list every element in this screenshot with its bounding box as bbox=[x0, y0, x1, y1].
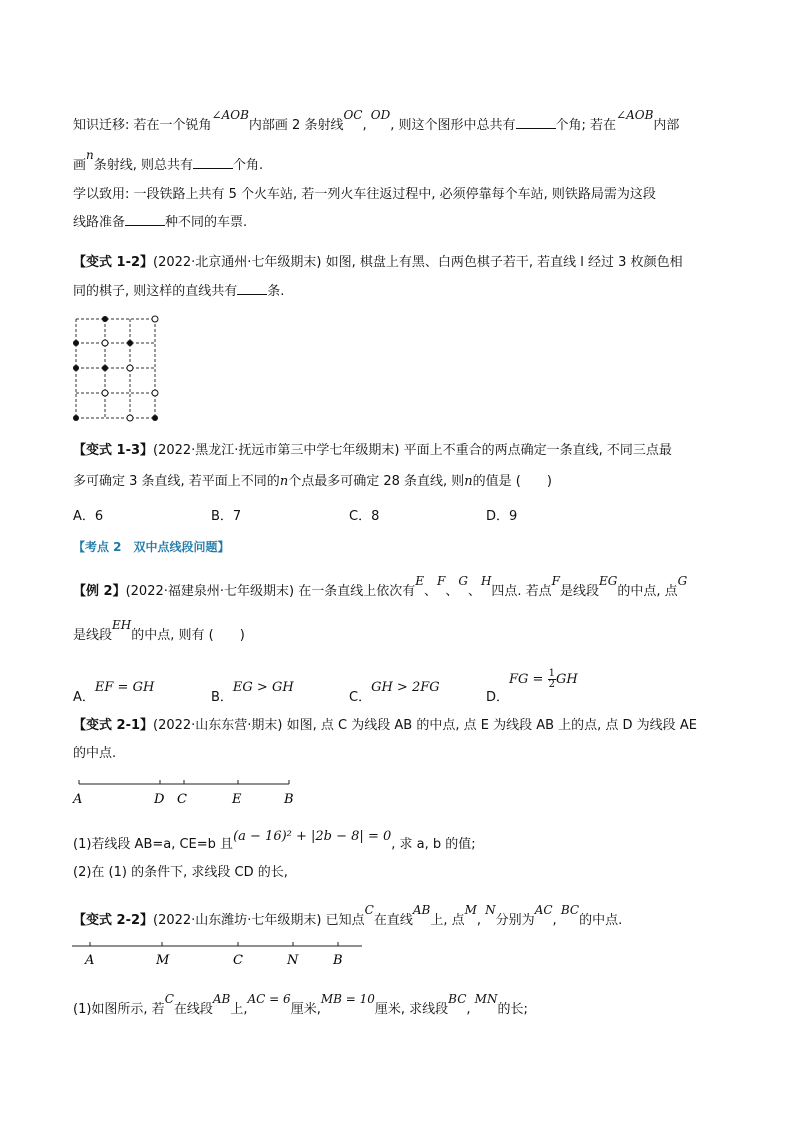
option-label: B． bbox=[211, 690, 233, 705]
point-n: N bbox=[485, 903, 496, 917]
apply-line bbox=[73, 186, 656, 204]
option-b bbox=[211, 505, 241, 524]
variant-1-2-line-2 bbox=[73, 282, 284, 301]
text: 的中点. bbox=[579, 913, 623, 928]
text: 上, 点 bbox=[430, 913, 465, 928]
text: 是线段 bbox=[560, 584, 600, 599]
option-c bbox=[349, 676, 440, 705]
variant-1-3-line-2 bbox=[73, 473, 552, 491]
text: 、 bbox=[423, 584, 437, 599]
segment-ab: AB bbox=[212, 992, 231, 1006]
text: 个点最多可确定 28 条直线, 则 bbox=[288, 474, 465, 489]
text: 的中点. bbox=[73, 746, 117, 761]
text: 个角; 若在 bbox=[555, 118, 617, 133]
knowledge-transfer-line bbox=[73, 108, 680, 135]
text: 的长; bbox=[497, 1002, 528, 1017]
option-d bbox=[486, 668, 578, 705]
label-a: A bbox=[73, 792, 83, 807]
angle-aob: ∠AOB bbox=[616, 108, 654, 122]
text: 的值是 ( ) bbox=[472, 474, 552, 489]
variant-1-2 bbox=[73, 254, 683, 272]
text: 种不同的车票. bbox=[165, 215, 248, 230]
text: 在线段 bbox=[173, 1002, 213, 1017]
point-e: E bbox=[415, 574, 424, 588]
segment-bc: BC bbox=[448, 992, 467, 1006]
example-2-line-2 bbox=[73, 618, 245, 645]
point-f: F bbox=[436, 574, 446, 588]
option-text: A．6 bbox=[73, 509, 104, 524]
point-f: F bbox=[551, 574, 560, 588]
option-math: GH bbox=[555, 672, 578, 687]
text: 内部画 2 条射线 bbox=[248, 118, 344, 133]
variant-2-1-q2 bbox=[73, 864, 288, 882]
text: 条. bbox=[267, 284, 285, 299]
text: 四点. 若点 bbox=[491, 584, 552, 599]
text: , bbox=[362, 118, 367, 133]
answer-blank bbox=[125, 213, 165, 226]
text: (2)在 (1) 的条件下, 求线段 CD 的长, bbox=[73, 865, 288, 880]
point-c: C bbox=[164, 992, 174, 1006]
option-label: A． bbox=[73, 690, 95, 705]
option-a bbox=[73, 505, 103, 524]
text: 学以致用: 一段铁路上共有 5 个火车站, 若一列火车往返过程中, 必须停靠每个车站, 则铁路局需为这段 bbox=[73, 187, 656, 202]
variant-2-1-line-2 bbox=[73, 745, 116, 763]
text: 上, bbox=[230, 1002, 248, 1017]
option-text: B．7 bbox=[211, 509, 242, 524]
text: 、 bbox=[445, 584, 459, 599]
text: 厘米, 求线段 bbox=[374, 1002, 449, 1017]
section-heading bbox=[73, 538, 230, 556]
text: 是线段 bbox=[73, 628, 113, 643]
segment-figure-1 bbox=[68, 776, 308, 810]
point-m: M bbox=[464, 903, 477, 917]
question-tag: 【变式 1-2】 bbox=[73, 255, 154, 270]
text: (2022·黑龙江·抚远市第三中学七年级期末) 平面上不重合的两点确定一条直线, 不同三点最 bbox=[153, 443, 672, 458]
text: (2022·山东东营·期末) 如图, 点 C 为线段 AB 的中点, 点 E 为线段 AB 上的点, 点 D 为线段 AE bbox=[153, 718, 697, 733]
text: 同的棋子, 则这样的直线共有 bbox=[73, 284, 238, 299]
ray-od: OD bbox=[370, 108, 391, 122]
option-text: D．9 bbox=[486, 509, 518, 524]
fraction-half bbox=[548, 669, 556, 690]
segment-figure-2 bbox=[68, 938, 368, 970]
option-c bbox=[349, 505, 379, 524]
label-e: E bbox=[232, 792, 242, 807]
label-c: C bbox=[233, 953, 243, 968]
question-tag: 【变式 2-1】 bbox=[73, 718, 154, 733]
question-tag: 【例 2】 bbox=[73, 584, 126, 599]
option-math: GH > 2FG bbox=[371, 680, 440, 695]
option-text: C．8 bbox=[349, 509, 380, 524]
option-label: C． bbox=[349, 690, 372, 705]
text: 条射线, 则总共有 bbox=[93, 158, 194, 173]
answer-blank bbox=[237, 282, 267, 295]
option-math: FG = bbox=[509, 672, 548, 687]
text: , bbox=[466, 1002, 471, 1017]
text: 个角. bbox=[233, 158, 264, 173]
option-math: EF = GH bbox=[94, 680, 155, 695]
text: 多可确定 3 条直线, 若平面上不同的 bbox=[73, 474, 280, 489]
segment-bc: BC bbox=[560, 903, 580, 917]
option-b bbox=[211, 676, 294, 705]
label-d: D bbox=[154, 792, 165, 807]
text: 的中点, 点 bbox=[617, 584, 678, 599]
equation: (a − 16)² + |2b − 8| = 0 bbox=[233, 829, 392, 844]
text: 线路准备 bbox=[73, 215, 126, 230]
text: , bbox=[476, 913, 482, 928]
var-n: n bbox=[464, 474, 473, 489]
text: 分别为 bbox=[495, 913, 535, 928]
heading-text: 【考点 2 双中点线段问题】 bbox=[73, 540, 230, 554]
answer-blank bbox=[516, 116, 556, 129]
variant-2-2-q1 bbox=[73, 992, 528, 1019]
text: , bbox=[552, 913, 557, 928]
chessboard-figure bbox=[68, 312, 164, 424]
label-a: A bbox=[85, 953, 95, 968]
apply-line-2 bbox=[73, 213, 247, 232]
option-label: D． bbox=[486, 690, 510, 705]
text: (1)若线段 AB=a, CE=b 且 bbox=[73, 837, 234, 852]
text: 厘米, bbox=[290, 1002, 321, 1017]
ray-oc: OC bbox=[343, 108, 363, 122]
text: , 求 a, b 的值; bbox=[391, 837, 476, 852]
option-math: EG > GH bbox=[232, 680, 294, 695]
label-m: M bbox=[156, 953, 170, 968]
var-n: n bbox=[279, 474, 289, 489]
angle-aob: ∠AOB bbox=[211, 108, 249, 122]
variant-2-1 bbox=[73, 717, 697, 735]
segment-mn: MN bbox=[474, 992, 498, 1006]
equation-ac: AC = 6 bbox=[247, 992, 291, 1006]
variant-2-2 bbox=[73, 903, 623, 930]
line-ab: AB bbox=[412, 903, 431, 917]
label-b: B bbox=[333, 953, 343, 968]
text: (2022·北京通州·七年级期末) 如图, 棋盘上有黑、白两色棋子若干, 若直线 l 经过 3 枚颜色相 bbox=[153, 255, 683, 270]
variant-1-3 bbox=[73, 442, 672, 460]
question-tag: 【变式 1-3】 bbox=[73, 443, 154, 458]
text: 知识迁移: 若在一个锐角 bbox=[73, 118, 212, 133]
label-c: C bbox=[177, 792, 187, 807]
text: 在直线 bbox=[373, 913, 413, 928]
text: 画 bbox=[73, 158, 87, 173]
variant-2-1-q1 bbox=[73, 829, 476, 854]
example-2 bbox=[73, 574, 688, 601]
segment-eh: EH bbox=[112, 618, 132, 632]
option-a bbox=[73, 676, 155, 705]
var-n: n bbox=[86, 148, 94, 162]
text: 内部 bbox=[653, 118, 680, 133]
text: (2022·福建泉州·七年级期末) 在一条直线上依次有 bbox=[125, 584, 416, 599]
segment-eg: EG bbox=[599, 574, 618, 588]
point-c: C bbox=[364, 903, 374, 917]
point-g: G bbox=[677, 574, 688, 588]
denominator: 2 bbox=[548, 679, 555, 690]
text: (1)如图所示, 若 bbox=[73, 1002, 165, 1017]
label-b: B bbox=[284, 792, 294, 807]
point-h: H bbox=[480, 574, 492, 588]
answer-blank bbox=[193, 156, 233, 169]
knowledge-transfer-line-2 bbox=[73, 148, 264, 175]
text: (2022·山东潍坊·七年级期末) 已知点 bbox=[153, 913, 365, 928]
equation-mb: MB = 10 bbox=[320, 992, 375, 1006]
option-d bbox=[486, 505, 517, 524]
question-tag: 【变式 2-2】 bbox=[73, 913, 154, 928]
text: 的中点, 则有 ( ) bbox=[131, 628, 245, 643]
point-g: G bbox=[458, 574, 468, 588]
text: 、 bbox=[467, 584, 481, 599]
text: , 则这个图形中总共有 bbox=[390, 118, 516, 133]
numerator: 1 bbox=[548, 668, 555, 679]
label-n: N bbox=[287, 953, 299, 968]
segment-ac: AC bbox=[534, 903, 553, 917]
